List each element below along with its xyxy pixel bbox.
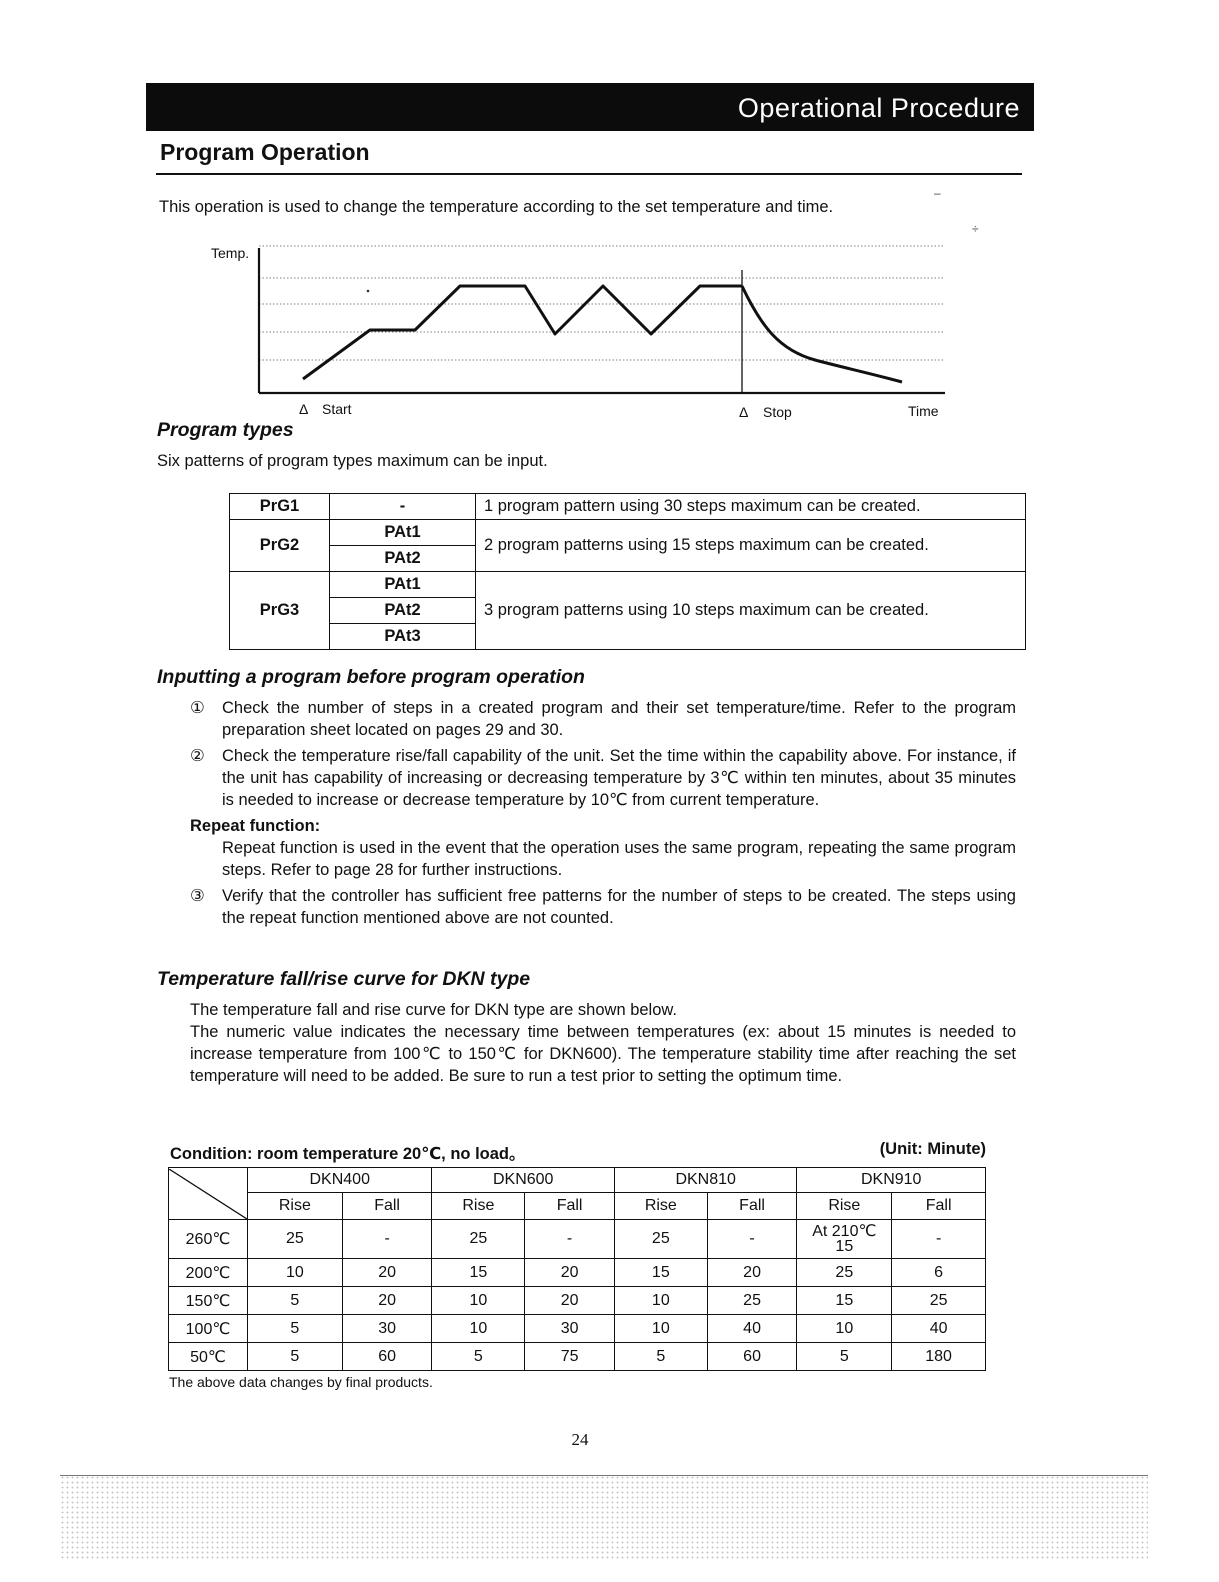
table-subheader-row — [169, 1193, 986, 1220]
value-cell: 40 — [892, 1315, 986, 1343]
corner-cell — [169, 1168, 248, 1220]
model-header: DKN910 — [797, 1168, 986, 1193]
stop-marker-icon: Δ — [739, 404, 749, 420]
rise-header: Rise — [248, 1193, 343, 1220]
rise-header: Rise — [614, 1193, 707, 1220]
value-cell — [797, 1220, 892, 1259]
condition-line — [170, 1140, 986, 1164]
value-cell: 10 — [797, 1315, 892, 1343]
value-cell: - — [707, 1220, 797, 1259]
rise-header: Rise — [432, 1193, 525, 1220]
cooling-curve — [742, 286, 902, 382]
value-cell: 25 — [797, 1259, 892, 1287]
temp-cell: 150℃ — [169, 1287, 248, 1315]
curve-para-2: The numeric value indicates the necessary time between temperatures (ex: about 15 minutes is needed to increase temperature from 100℃ to 150℃ for DKN600). The temperature stability time after reaching the set temperature will need to be added. Be sure to run a test prior to setting the optimum time. — [190, 1023, 1016, 1085]
value-cell: 5 — [248, 1315, 343, 1343]
repeat-function-title: Repeat function: — [190, 817, 321, 835]
prg-code: PrG3 — [230, 572, 330, 650]
section-title: Program Operation — [160, 139, 370, 165]
list-item — [190, 697, 1016, 741]
prg-description: 3 program patterns using 10 steps maximum can be created. — [476, 572, 1026, 650]
temp-cell: 200℃ — [169, 1259, 248, 1287]
margin-mark-1: – — [934, 186, 941, 200]
value-cell: 180 — [892, 1343, 986, 1371]
value-cell: 10 — [614, 1287, 707, 1315]
pat-code: PAt2 — [330, 598, 476, 624]
value-cell: 60 — [707, 1343, 797, 1371]
header-title: Operational Procedure — [737, 93, 1020, 123]
fall-header: Fall — [342, 1193, 432, 1220]
temp-axis-label: Temp. — [211, 245, 250, 261]
inputting-heading: Inputting a program before program operation — [157, 666, 585, 688]
pat-code: PAt1 — [330, 572, 476, 598]
value-cell: - — [525, 1220, 615, 1259]
program-types-intro: Six patterns of program types maximum can be input. — [157, 452, 548, 470]
value-cell: 5 — [797, 1343, 892, 1371]
header-bar — [146, 83, 1034, 131]
temp-cell: 50℃ — [169, 1343, 248, 1371]
program-types-heading: Program types — [157, 419, 294, 441]
inputting-list — [190, 697, 1016, 929]
fall-header: Fall — [707, 1193, 797, 1220]
program-diagram — [205, 238, 955, 428]
curve-text — [190, 999, 1016, 1087]
list-item — [190, 745, 1016, 811]
item-text: Check the number of steps in a created program and their set temperature/time. Refer to the program preparation sheet located on pages 29 and 30. — [222, 699, 1016, 739]
value-cell: 5 — [432, 1343, 525, 1371]
value-cell: 5 — [248, 1287, 343, 1315]
page-number: 24 — [571, 1430, 589, 1449]
table-row — [169, 1220, 986, 1259]
table-row — [169, 1259, 986, 1287]
pat-code: - — [330, 494, 476, 520]
pat-code: PAt2 — [330, 546, 476, 572]
value-cell: 20 — [707, 1259, 797, 1287]
value-cell: 25 — [707, 1287, 797, 1315]
value-cell: 20 — [525, 1259, 615, 1287]
pat-code: PAt1 — [330, 520, 476, 546]
value-cell: - — [342, 1220, 432, 1259]
value-cell: 15 — [614, 1259, 707, 1287]
item-number: ② — [190, 747, 205, 765]
value-cell: 15 — [432, 1259, 525, 1287]
table-note: The above data changes by final products. — [169, 1374, 433, 1390]
pat-code: PAt3 — [330, 624, 476, 650]
fall-header: Fall — [525, 1193, 615, 1220]
value-cell: 10 — [248, 1259, 343, 1287]
unit-label: (Unit: Minute) — [879, 1140, 986, 1158]
speck — [367, 290, 370, 293]
value-cell: - — [892, 1220, 986, 1259]
prg-description: 1 program pattern using 30 steps maximum can be created. — [476, 494, 1026, 520]
model-header: DKN810 — [614, 1168, 796, 1193]
prg-description: 2 program patterns using 15 steps maximum can be created. — [476, 520, 1026, 572]
start-label: Start — [322, 401, 352, 417]
table-header-row — [169, 1168, 986, 1193]
stop-label: Stop — [763, 404, 792, 420]
intro-text: This operation is used to change the temperature according to the set temperature and time. — [159, 198, 834, 216]
value-cell: 20 — [342, 1259, 432, 1287]
item-text: Verify that the controller has sufficient free patterns for the number of steps to be created. The steps using the repeat function mentioned above are not counted. — [222, 887, 1016, 927]
program-profile-line — [303, 286, 742, 379]
start-marker-icon: Δ — [299, 401, 309, 417]
value-cell: 15 — [797, 1287, 892, 1315]
value-cell: 5 — [248, 1343, 343, 1371]
value-cell: 10 — [432, 1287, 525, 1315]
table-row — [230, 520, 1026, 546]
value-cell: 20 — [525, 1287, 615, 1315]
fall-header: Fall — [892, 1193, 986, 1220]
value-cell: 20 — [342, 1287, 432, 1315]
table-row — [169, 1343, 986, 1371]
rise-header: Rise — [797, 1193, 892, 1220]
item-number: ③ — [190, 887, 205, 905]
temp-cell: 100℃ — [169, 1315, 248, 1343]
value-cell: 25 — [892, 1287, 986, 1315]
value-cell: 10 — [432, 1315, 525, 1343]
diagonal-divider — [169, 1169, 247, 1219]
curve-para-1: The temperature fall and rise curve for DKN type are shown below. — [190, 1001, 677, 1019]
value-cell: 25 — [248, 1220, 343, 1259]
list-item — [190, 885, 1016, 929]
value-cell: 30 — [525, 1315, 615, 1343]
value-cell: 75 — [525, 1343, 615, 1371]
value-cell: 25 — [432, 1220, 525, 1259]
curve-heading: Temperature fall/rise curve for DKN type — [157, 968, 531, 990]
item-number: ① — [190, 699, 205, 717]
prg-code: PrG1 — [230, 494, 330, 520]
condition-text: Condition: room temperature 20℃, no load。 — [170, 1145, 526, 1163]
value-cell: 6 — [892, 1259, 986, 1287]
repeat-function-text: Repeat function is used in the event that the operation uses the same program, repeating the same program steps. Refer to page 28 for further instructions. — [222, 839, 1016, 879]
prg-code: PrG2 — [230, 520, 330, 572]
temp-cell: 260℃ — [169, 1220, 248, 1259]
section-rule — [156, 173, 1022, 175]
table-row — [169, 1287, 986, 1315]
value-cell: 40 — [707, 1315, 797, 1343]
table-row — [230, 494, 1026, 520]
value-cell: 30 — [342, 1315, 432, 1343]
dkn-curve-table — [168, 1167, 986, 1371]
item-text: Check the temperature rise/fall capability of the unit. Set the time within the capability above. For instance, if the unit has capability of increasing or decreasing temperature by 3℃ within ten minutes, about 35 minutes is needed to increase or decrease temperature by 10℃ from current temperature. — [222, 747, 1016, 809]
time-axis-label: Time — [908, 403, 939, 419]
model-header: DKN600 — [432, 1168, 614, 1193]
value-cell: 25 — [614, 1220, 707, 1259]
value-cell: 5 — [614, 1343, 707, 1371]
program-types-table — [229, 493, 1026, 650]
value-cell: 60 — [342, 1343, 432, 1371]
margin-mark-2: ÷ — [972, 222, 979, 236]
at-210-note: At 210℃ 15 — [812, 1223, 877, 1255]
value-cell: 10 — [614, 1315, 707, 1343]
model-header: DKN400 — [248, 1168, 432, 1193]
scan-noise-band — [60, 1475, 1148, 1561]
table-row — [169, 1315, 986, 1343]
table-row — [230, 572, 1026, 598]
